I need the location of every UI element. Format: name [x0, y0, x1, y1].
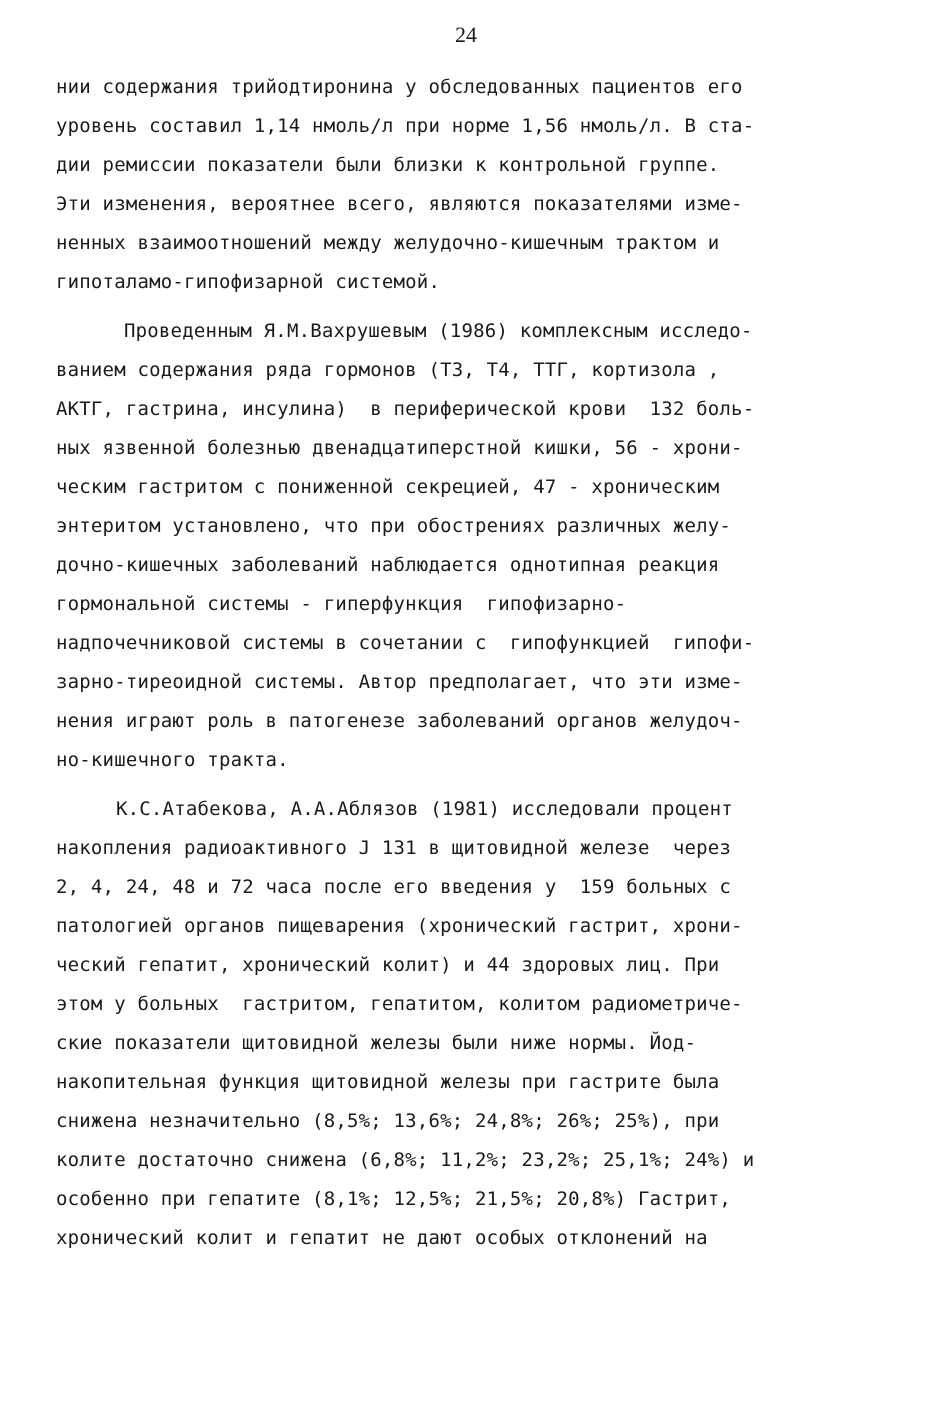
text-line: хронический колит и гепатит не дают особых отклонений на — [56, 1227, 708, 1249]
text-line: ческий гепатит, хронический колит) и 44 здоровых лиц. При — [56, 954, 720, 976]
text-line: этом у больных гастритом, гепатитом, колитом радиометриче- — [56, 993, 743, 1015]
page-number: 24 — [455, 22, 477, 47]
text-line: ненных взаимоотношений между желудочно-кишечным трактом и — [56, 232, 720, 254]
text-line: энтеритом установлено, что при обострениях различных желу- — [56, 515, 732, 537]
text-line: накопления радиоактивного J 131 в щитовидной железе через — [56, 837, 732, 859]
text-line: дочно-кишечных заболеваний наблюдается однотипная реакция — [56, 554, 720, 576]
text-line: надпочечниковой системы в сочетании с гипофункцией гипофи- — [56, 632, 755, 654]
text-line: колите достаточно снижена (6,8%; 11,2%; 23,2%; 25,1%; 24%) и — [56, 1149, 755, 1171]
text-line: Проведенным Я.М.Вахрушевым (1986) комплексным исследо- — [124, 320, 753, 342]
text-line: К.С.Атабекова, А.А.Аблязов (1981) исследовали процент — [116, 798, 733, 820]
text-line: снижена незначительно (8,5%; 13,6%; 24,8%; 26%; 25%), при — [56, 1110, 720, 1132]
text-line: ных язвенной болезнью двенадцатиперстной кишки, 56 - хрони- — [56, 437, 743, 459]
text-line: АКТГ, гастрина, инсулина) в периферической крови 132 боль- — [56, 398, 755, 420]
text-line: 2, 4, 24, 48 и 72 часа после его введения у 159 больных с — [56, 876, 732, 898]
text-line: накопительная функция щитовидной железы при гастрите была — [56, 1071, 720, 1093]
text-line: ванием содержания ряда гормонов (Т3, Т4, ТТГ, кортизола , — [56, 359, 720, 381]
text-line: нения играют роль в патогенезе заболеваний органов желудоч- — [56, 710, 743, 732]
text-line: патологией органов пищеварения (хронический гастрит, хрони- — [56, 915, 743, 937]
text-line: но-кишечного тракта. — [56, 749, 289, 771]
text-line: дии ремиссии показатели были близки к контрольной группе. — [56, 154, 720, 176]
text-line: зарно-тиреоидной системы. Автор предполагает, что эти изме- — [56, 671, 743, 693]
text-line: гипоталамо-гипофизарной системой. — [56, 271, 441, 293]
text-line: гормональной системы - гиперфункция гипофизарно- — [56, 593, 627, 615]
text-line: особенно при гепатите (8,1%; 12,5%; 21,5%; 20,8%) Гастрит, — [56, 1188, 732, 1210]
text-line: уровень составил 1,14 нмоль/л при норме 1,56 нмоль/л. В ста- — [56, 115, 755, 137]
text-line: Эти изменения, вероятнее всего, являются показателями изме- — [56, 193, 743, 215]
text-line: ские показатели щитовидной железы были ниже нормы. Йод- — [56, 1032, 697, 1054]
text-line: ческим гастритом с пониженной секрецией, 47 - хроническим — [56, 476, 720, 498]
text-line: нии содержания трийодтиронина у обследованных пациентов его — [56, 76, 743, 98]
